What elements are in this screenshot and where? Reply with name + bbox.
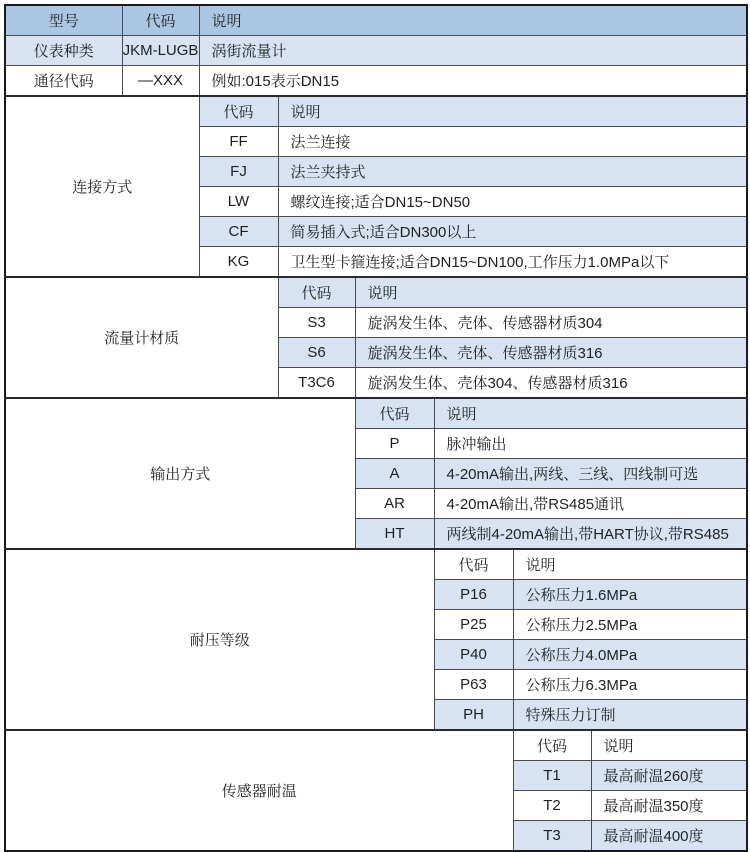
desc-cell: 法兰连接 [278, 127, 747, 157]
section-header-row [5, 277, 747, 308]
desc-cell: 公称压力2.5MPa [513, 610, 747, 640]
section-label: 流量计材质 [5, 277, 278, 398]
code-cell: P16 [434, 580, 513, 610]
table-row [5, 66, 747, 97]
section-header-row [5, 398, 747, 429]
section-desc-header: 说明 [355, 277, 747, 308]
section-label: 输出方式 [5, 398, 355, 549]
desc-cell: 旋涡发生体、壳体304、传感器材质316 [355, 368, 747, 399]
desc-cell: 最高耐温260度 [591, 761, 747, 791]
desc-cell: 脉冲输出 [434, 429, 747, 459]
section-code-header: 代码 [513, 730, 591, 761]
desc-cell: 公称压力1.6MPa [513, 580, 747, 610]
code-cell: T2 [513, 791, 591, 821]
code-cell: T3 [513, 821, 591, 852]
row-label: 仪表种类 [5, 36, 122, 66]
section-desc-header: 说明 [513, 549, 747, 580]
desc-cell: 4-20mA输出,两线、三线、四线制可选 [434, 459, 747, 489]
code-cell: S3 [278, 308, 355, 338]
section-label: 传感器耐温 [5, 730, 513, 851]
code-cell: AR [355, 489, 434, 519]
code-cell: HT [355, 519, 434, 550]
code-cell: T3C6 [278, 368, 355, 399]
desc-cell: 公称压力4.0MPa [513, 640, 747, 670]
desc-cell: 旋涡发生体、壳体、传感器材质304 [355, 308, 747, 338]
section-header-row [5, 730, 747, 761]
model-selection-table [4, 4, 748, 852]
code-cell: P40 [434, 640, 513, 670]
desc-cell: 例如:015表示DN15 [199, 66, 747, 97]
code-cell: LW [199, 187, 278, 217]
desc-cell: 法兰夹持式 [278, 157, 747, 187]
section-code-header: 代码 [199, 96, 278, 127]
code-cell: JKM-LUGB [122, 36, 199, 66]
desc-cell: 4-20mA输出,带RS485通讯 [434, 489, 747, 519]
section-desc-header: 说明 [434, 398, 747, 429]
table-row [5, 36, 747, 66]
code-cell: P [355, 429, 434, 459]
table-header-row [5, 5, 747, 36]
section-desc-header: 说明 [591, 730, 747, 761]
section-code-header: 代码 [434, 549, 513, 580]
code-cell: PH [434, 700, 513, 731]
header-cell-desc: 说明 [199, 5, 747, 36]
section-header-row [5, 549, 747, 580]
desc-cell: 最高耐温350度 [591, 791, 747, 821]
code-cell: —XXX [122, 66, 199, 97]
code-cell: FJ [199, 157, 278, 187]
desc-cell: 旋涡发生体、壳体、传感器材质316 [355, 338, 747, 368]
code-cell: CF [199, 217, 278, 247]
section-code-header: 代码 [355, 398, 434, 429]
header-cell-code: 代码 [122, 5, 199, 36]
code-cell: KG [199, 247, 278, 278]
code-cell: P25 [434, 610, 513, 640]
desc-cell: 简易插入式;适合DN300以上 [278, 217, 747, 247]
desc-cell: 特殊压力订制 [513, 700, 747, 731]
section-label: 连接方式 [5, 96, 199, 277]
desc-cell: 涡街流量计 [199, 36, 747, 66]
section-desc-header: 说明 [278, 96, 747, 127]
desc-cell: 卫生型卡箍连接;适合DN15~DN100,工作压力1.0MPa以下 [278, 247, 747, 278]
header-cell-model: 型号 [5, 5, 122, 36]
code-cell: A [355, 459, 434, 489]
row-label: 通径代码 [5, 66, 122, 97]
section-code-header: 代码 [278, 277, 355, 308]
desc-cell: 公称压力6.3MPa [513, 670, 747, 700]
section-label: 耐压等级 [5, 549, 434, 730]
desc-cell: 两线制4-20mA输出,带HART协议,带RS485 [434, 519, 747, 550]
section-header-row [5, 96, 747, 127]
desc-cell: 螺纹连接;适合DN15~DN50 [278, 187, 747, 217]
code-cell: P63 [434, 670, 513, 700]
code-cell: T1 [513, 761, 591, 791]
code-cell: S6 [278, 338, 355, 368]
desc-cell: 最高耐温400度 [591, 821, 747, 852]
code-cell: FF [199, 127, 278, 157]
